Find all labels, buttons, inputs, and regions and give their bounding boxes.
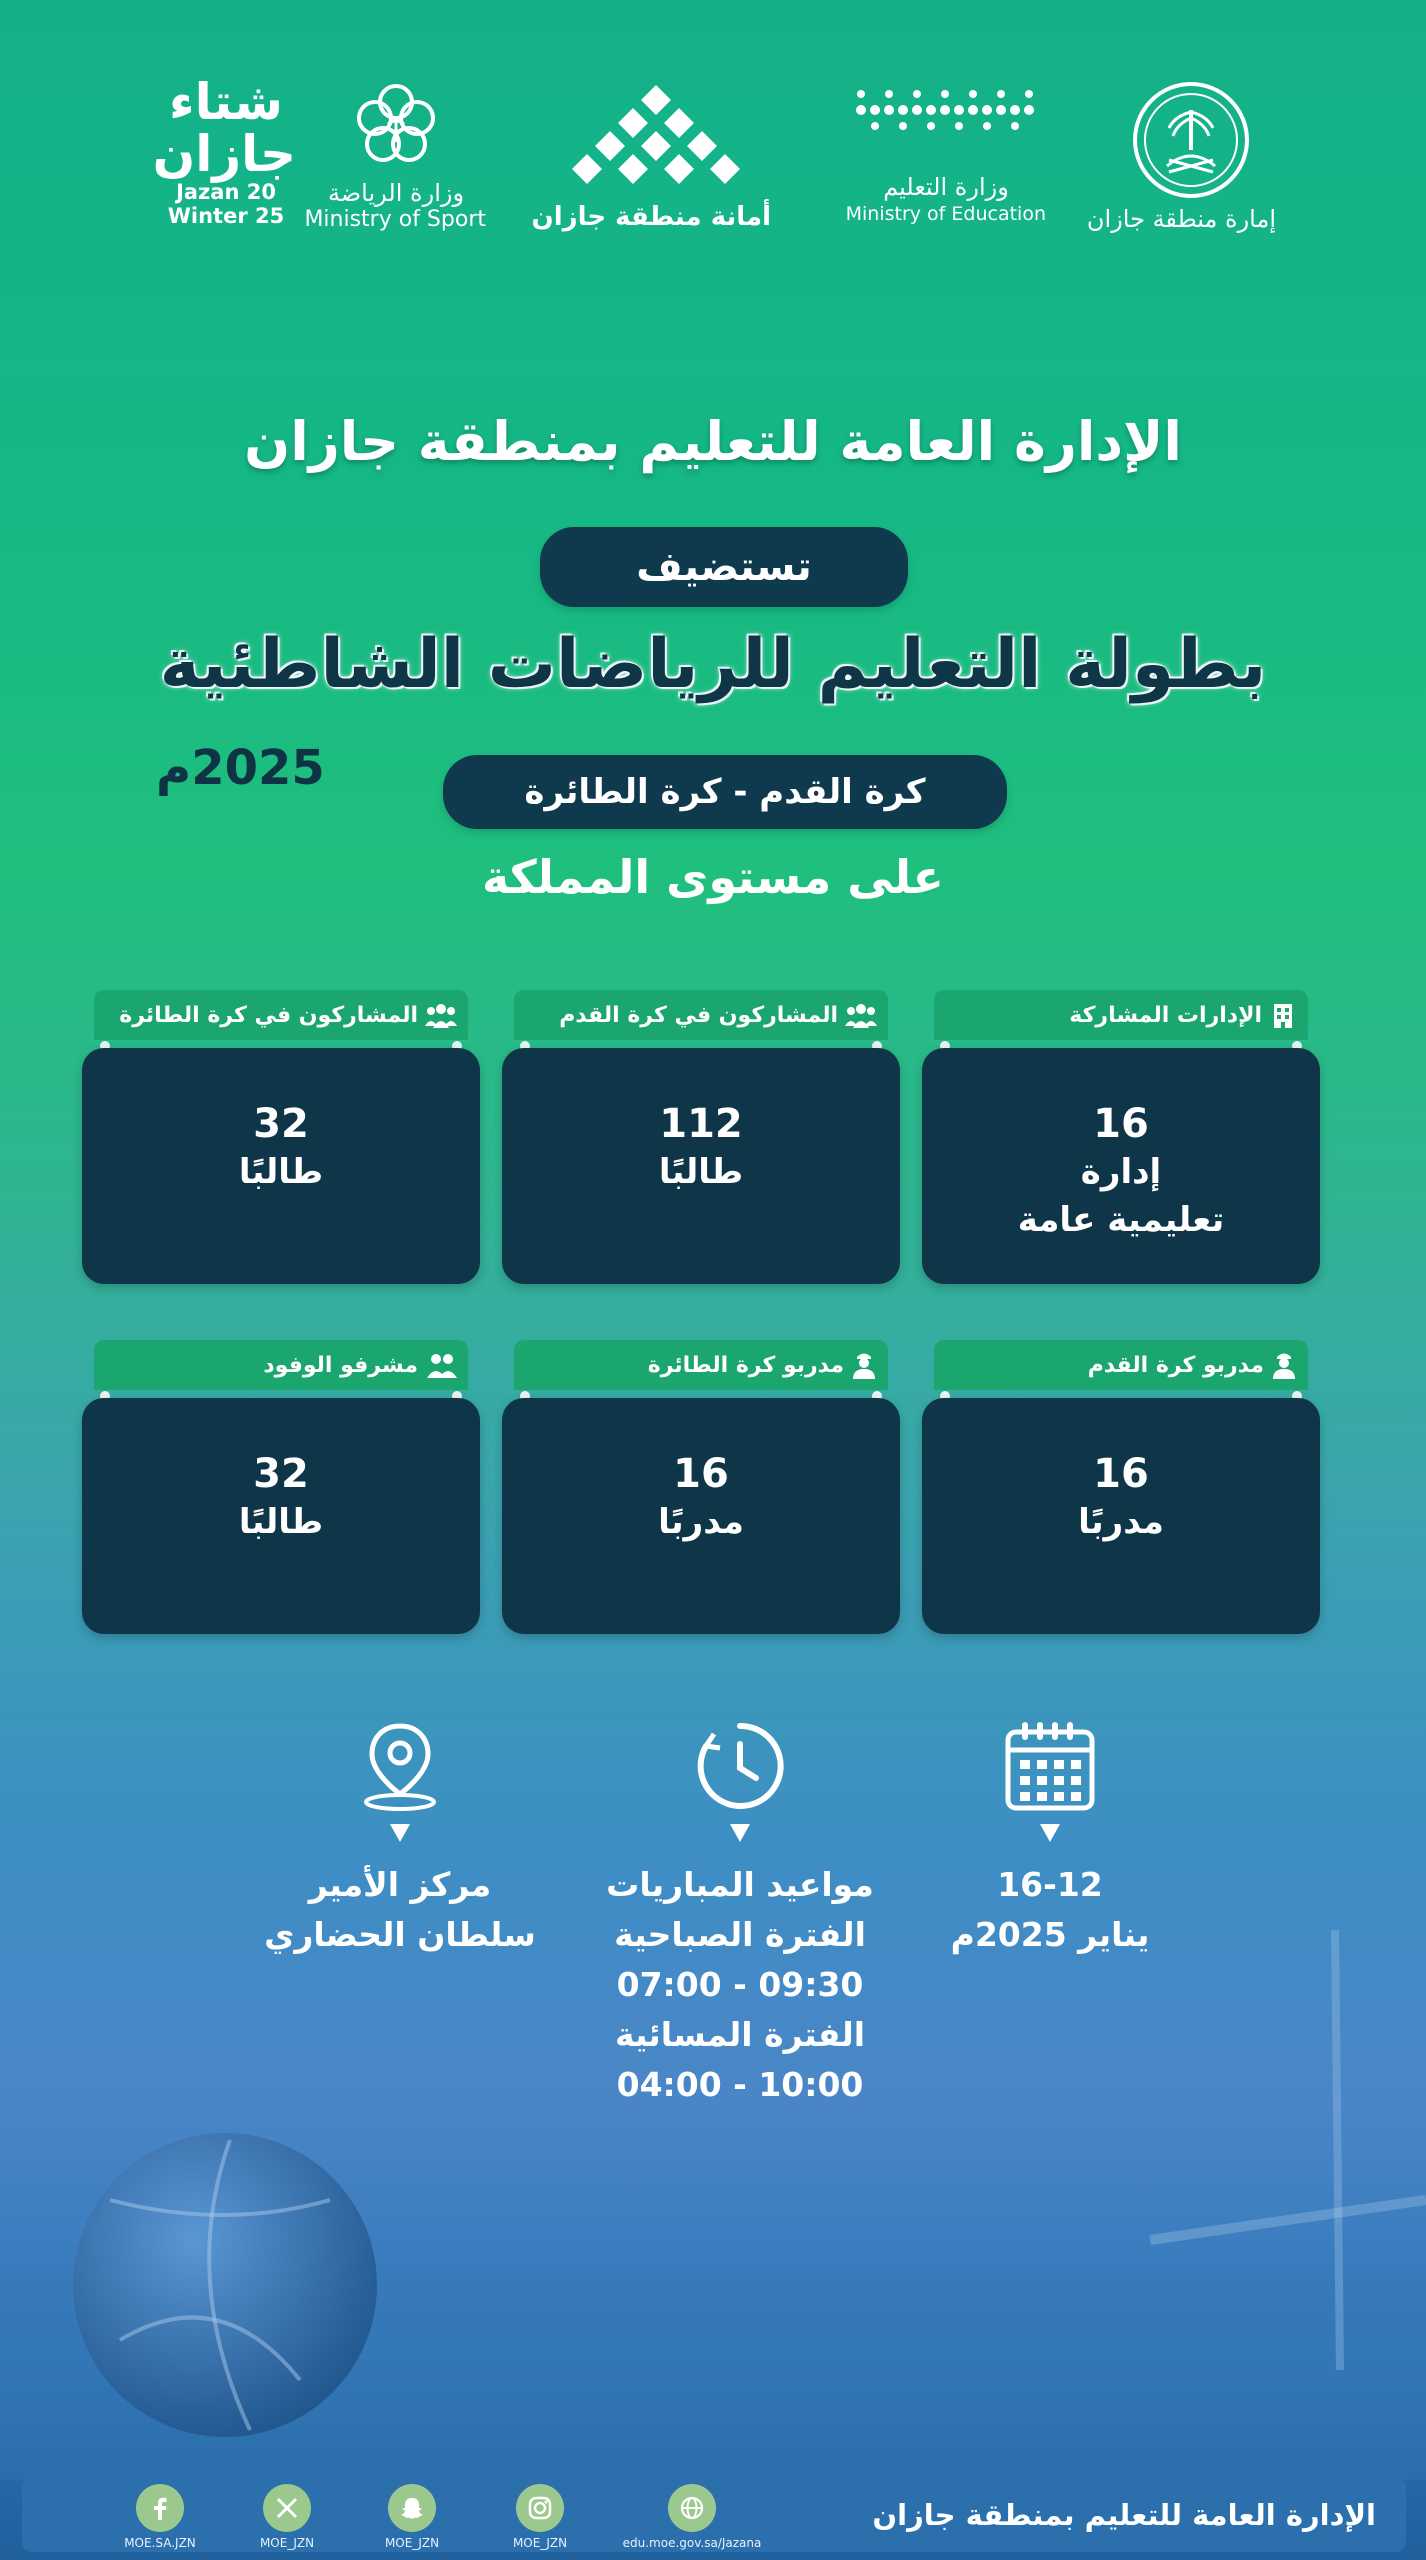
sport-flower-emblem-icon <box>351 80 441 170</box>
ministry-of-sport-logo <box>306 80 486 232</box>
location-line-2: سلطان الحضاري <box>264 1915 536 1954</box>
stat-label: المشاركون في كرة الطائرة <box>119 1002 418 1028</box>
social-handle: MOE_JZN <box>512 2536 568 2550</box>
stat-value: 16 <box>1093 1451 1149 1497</box>
clock-icon <box>692 1718 788 1814</box>
stat-box <box>922 1048 1320 1284</box>
ministry-of-sport-caption-ar: وزارة الرياضة <box>327 179 465 207</box>
stat-value: 16 <box>673 1451 729 1497</box>
stat-tab <box>94 990 468 1040</box>
facebook-icon[interactable] <box>136 2484 184 2532</box>
social-x[interactable] <box>222 2484 352 2552</box>
footer-bar <box>22 2478 1406 2552</box>
social-snapchat[interactable] <box>347 2484 477 2552</box>
jazan-municipality-logo <box>531 80 771 232</box>
championship-title: بطولة التعليم للرياضات الشاطئية <box>159 625 1267 704</box>
stat-tab <box>514 1340 888 1390</box>
header-logos <box>152 73 1276 260</box>
stat-label: مدربو كرة القدم <box>1087 1352 1264 1378</box>
stat-card-volleyball-participants <box>82 990 480 1226</box>
stat-value: 32 <box>253 1101 309 1147</box>
ministry-of-education-caption-ar: وزارة التعليم <box>883 173 1009 201</box>
stat-tab <box>514 990 888 1040</box>
building-icon <box>1268 1000 1298 1030</box>
stat-unit: طالبًا <box>238 1502 324 1542</box>
supervisors-icon <box>424 1350 458 1380</box>
stat-unit: إدارة <box>1080 1152 1162 1192</box>
social-handle: MOE_JZN <box>259 2536 315 2550</box>
footer-title: الإدارة العامة للتعليم بمنطقة جازان <box>872 2498 1376 2532</box>
group-icon <box>844 1000 878 1030</box>
coach-icon <box>1270 1350 1298 1380</box>
snapchat-icon[interactable] <box>388 2484 436 2532</box>
stat-value: 112 <box>659 1101 743 1147</box>
social-website[interactable] <box>592 2484 792 2552</box>
palm-swords-emblem-icon <box>1131 80 1251 200</box>
stat-value: 32 <box>253 1451 309 1497</box>
jazan-emirate-caption: إمارة منطقة جازان <box>1086 205 1276 233</box>
down-arrow-icon <box>390 1824 410 1842</box>
ministry-of-sport-caption-en: Ministry of Sport <box>304 207 486 232</box>
hosts-pill: تستضيف <box>540 527 908 607</box>
jazan-winter-caption-en-2: Winter 25 <box>167 204 285 228</box>
stat-unit-2: تعليمية عامة <box>1017 1200 1225 1240</box>
ministry-of-education-logo <box>846 80 1046 226</box>
volleyball-icon <box>73 2133 377 2437</box>
info-location <box>260 1718 540 1960</box>
x-icon[interactable] <box>263 2484 311 2532</box>
stat-tab <box>934 1340 1308 1390</box>
evening-label: الفترة المسائية <box>614 2015 866 2054</box>
calendar-icon <box>1002 1718 1098 1814</box>
stat-unit: مدربًا <box>658 1502 744 1542</box>
info-date <box>930 1718 1170 1960</box>
organizer-title: الإدارة العامة للتعليم بمنطقة جازان <box>244 410 1182 473</box>
stat-label: مشرفو الوفود <box>263 1352 418 1378</box>
jazan-municipality-caption: أمانة منطقة جازان <box>531 202 771 232</box>
date-month: يناير 2025م <box>950 1915 1150 1954</box>
stat-tab <box>94 1340 468 1390</box>
stat-box <box>82 1398 480 1634</box>
down-arrow-icon <box>730 1824 750 1842</box>
stat-unit: طالبًا <box>238 1152 324 1192</box>
stat-card-football-participants <box>502 990 900 1226</box>
jazan-winter-logo <box>152 73 296 228</box>
stat-unit: مدربًا <box>1078 1502 1164 1542</box>
globe-icon[interactable] <box>668 2484 716 2532</box>
stat-card-football-coaches <box>922 1340 1320 1576</box>
schedule-title: مواعيد المباريات <box>606 1865 874 1904</box>
social-facebook[interactable] <box>95 2484 225 2552</box>
stat-box <box>502 1048 900 1284</box>
date-range: 16-12 <box>997 1865 1103 1904</box>
stat-tab <box>934 990 1308 1040</box>
morning-time: 07:00 - 09:30 <box>616 1965 864 2004</box>
level-subtitle: على مستوى المملكة <box>482 850 944 904</box>
jazan-emirate-logo <box>1086 80 1276 234</box>
location-line-1: مركز الأمير <box>308 1865 492 1904</box>
info-schedule <box>590 1718 890 2110</box>
jazan-winter-caption-en-1: Jazan 20 <box>176 180 276 204</box>
education-dots-emblem-icon <box>851 80 1041 150</box>
morning-label: الفترة الصباحية <box>614 1915 866 1954</box>
group-icon <box>424 1000 458 1030</box>
sports-pill: كرة القدم - كرة الطائرة <box>443 755 1007 829</box>
stat-card-delegation-supervisors <box>82 1340 480 1576</box>
stat-box <box>922 1398 1320 1634</box>
stat-box <box>502 1398 900 1634</box>
jazan-winter-caption-ar-2: جازان <box>152 125 296 183</box>
coach-icon <box>850 1350 878 1380</box>
evening-time: 04:00 - 10:00 <box>616 2065 864 2104</box>
championship-year: 2025م <box>156 740 325 796</box>
down-arrow-icon <box>1040 1824 1060 1842</box>
stat-card-volleyball-coaches <box>502 1340 900 1576</box>
website-url[interactable]: edu.moe.gov.sa/Jazana <box>622 2536 762 2550</box>
stat-label: المشاركون في كرة القدم <box>559 1002 838 1028</box>
stat-label: الإدارات المشاركة <box>1069 1002 1262 1028</box>
stat-unit: طالبًا <box>658 1152 744 1192</box>
location-pin-icon <box>352 1718 448 1814</box>
social-handle: MOE_JZN <box>384 2536 440 2550</box>
social-instagram[interactable] <box>475 2484 605 2552</box>
ministry-of-education-caption-en: Ministry of Education <box>845 203 1046 225</box>
jazan-winter-caption-ar-1: شتاء <box>169 73 283 131</box>
stat-card-departments <box>922 990 1320 1240</box>
stat-box <box>82 1048 480 1284</box>
instagram-icon[interactable] <box>516 2484 564 2532</box>
social-handle: MOE.SA.JZN <box>124 2536 196 2550</box>
municipality-pyramid-emblem-icon <box>571 80 741 190</box>
stat-value: 16 <box>1093 1101 1149 1147</box>
stat-label: مدربو كرة الطائرة <box>647 1352 844 1378</box>
